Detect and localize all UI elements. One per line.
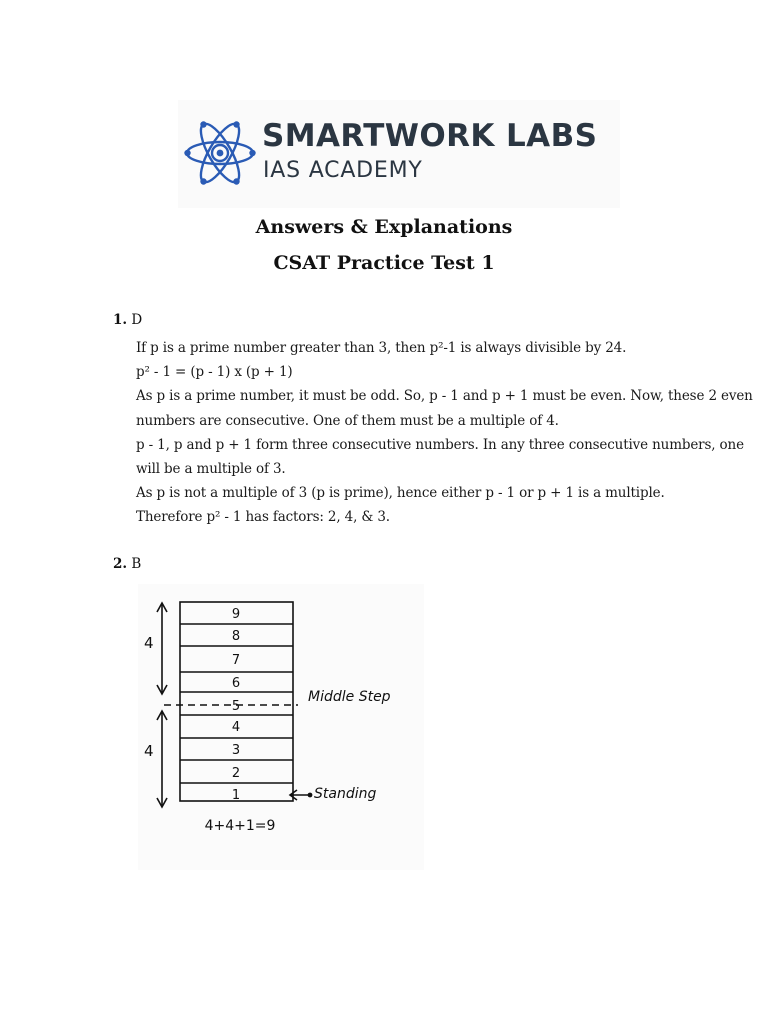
middle-step-label: Middle Step <box>308 689 391 705</box>
explanation-line: If p is a prime number greater than 3, then p²-1 is always divisible by 24. <box>136 340 627 356</box>
step-label: 6 <box>231 676 241 691</box>
explanation-line: will be a multiple of 3. <box>136 461 286 478</box>
page-title: Answers & Explanations <box>255 216 513 238</box>
atom-icon <box>184 116 256 190</box>
equation-label: 4+4+1=9 <box>204 818 276 834</box>
logo <box>178 100 620 208</box>
stairs-diagram <box>138 584 424 870</box>
lower-count-label: 4 <box>144 742 154 760</box>
explanation-line: Therefore p² - 1 has factors: 2, 4, & 3. <box>136 509 390 526</box>
step-label: 1 <box>231 788 241 803</box>
question-1-header <box>113 312 142 328</box>
question-2-header <box>113 556 141 572</box>
step-label: 8 <box>231 629 241 644</box>
question-1-number: 1. <box>113 312 128 328</box>
explanation-line: p - 1, p and p + 1 form three consecutive numbers. In any three consecutive numbers, one <box>136 436 744 453</box>
page-subtitle: CSAT Practice Test 1 <box>273 252 495 274</box>
step-label: 3 <box>231 743 241 758</box>
step-label: 9 <box>231 607 241 622</box>
explanation-line: numbers are consecutive. One of them must be a multiple of 4. <box>136 412 559 429</box>
upper-count-label: 4 <box>144 634 154 652</box>
standing-label: Standing <box>314 786 377 802</box>
brand-name: SMARTWORK LABS <box>262 118 598 154</box>
step-label: 5 <box>231 699 241 714</box>
question-2-number: 2. <box>113 556 128 572</box>
explanation-line: As p is a prime number, it must be odd. So, p - 1 and p + 1 must be even. Now, these 2 even <box>136 388 753 405</box>
step-label: 4 <box>231 720 241 735</box>
explanation-line: p² - 1 = (p - 1) x (p + 1) <box>136 364 293 381</box>
step-label: 2 <box>231 766 241 781</box>
question-2-answer: B <box>131 556 142 572</box>
step-label: 7 <box>231 653 241 668</box>
question-1-explanation <box>136 336 753 530</box>
brand-subtitle: IAS ACADEMY <box>263 158 423 183</box>
question-1-answer: D <box>131 312 143 328</box>
explanation-line: As p is not a multiple of 3 (p is prime), hence either p - 1 or p + 1 is a multiple. <box>136 485 665 502</box>
